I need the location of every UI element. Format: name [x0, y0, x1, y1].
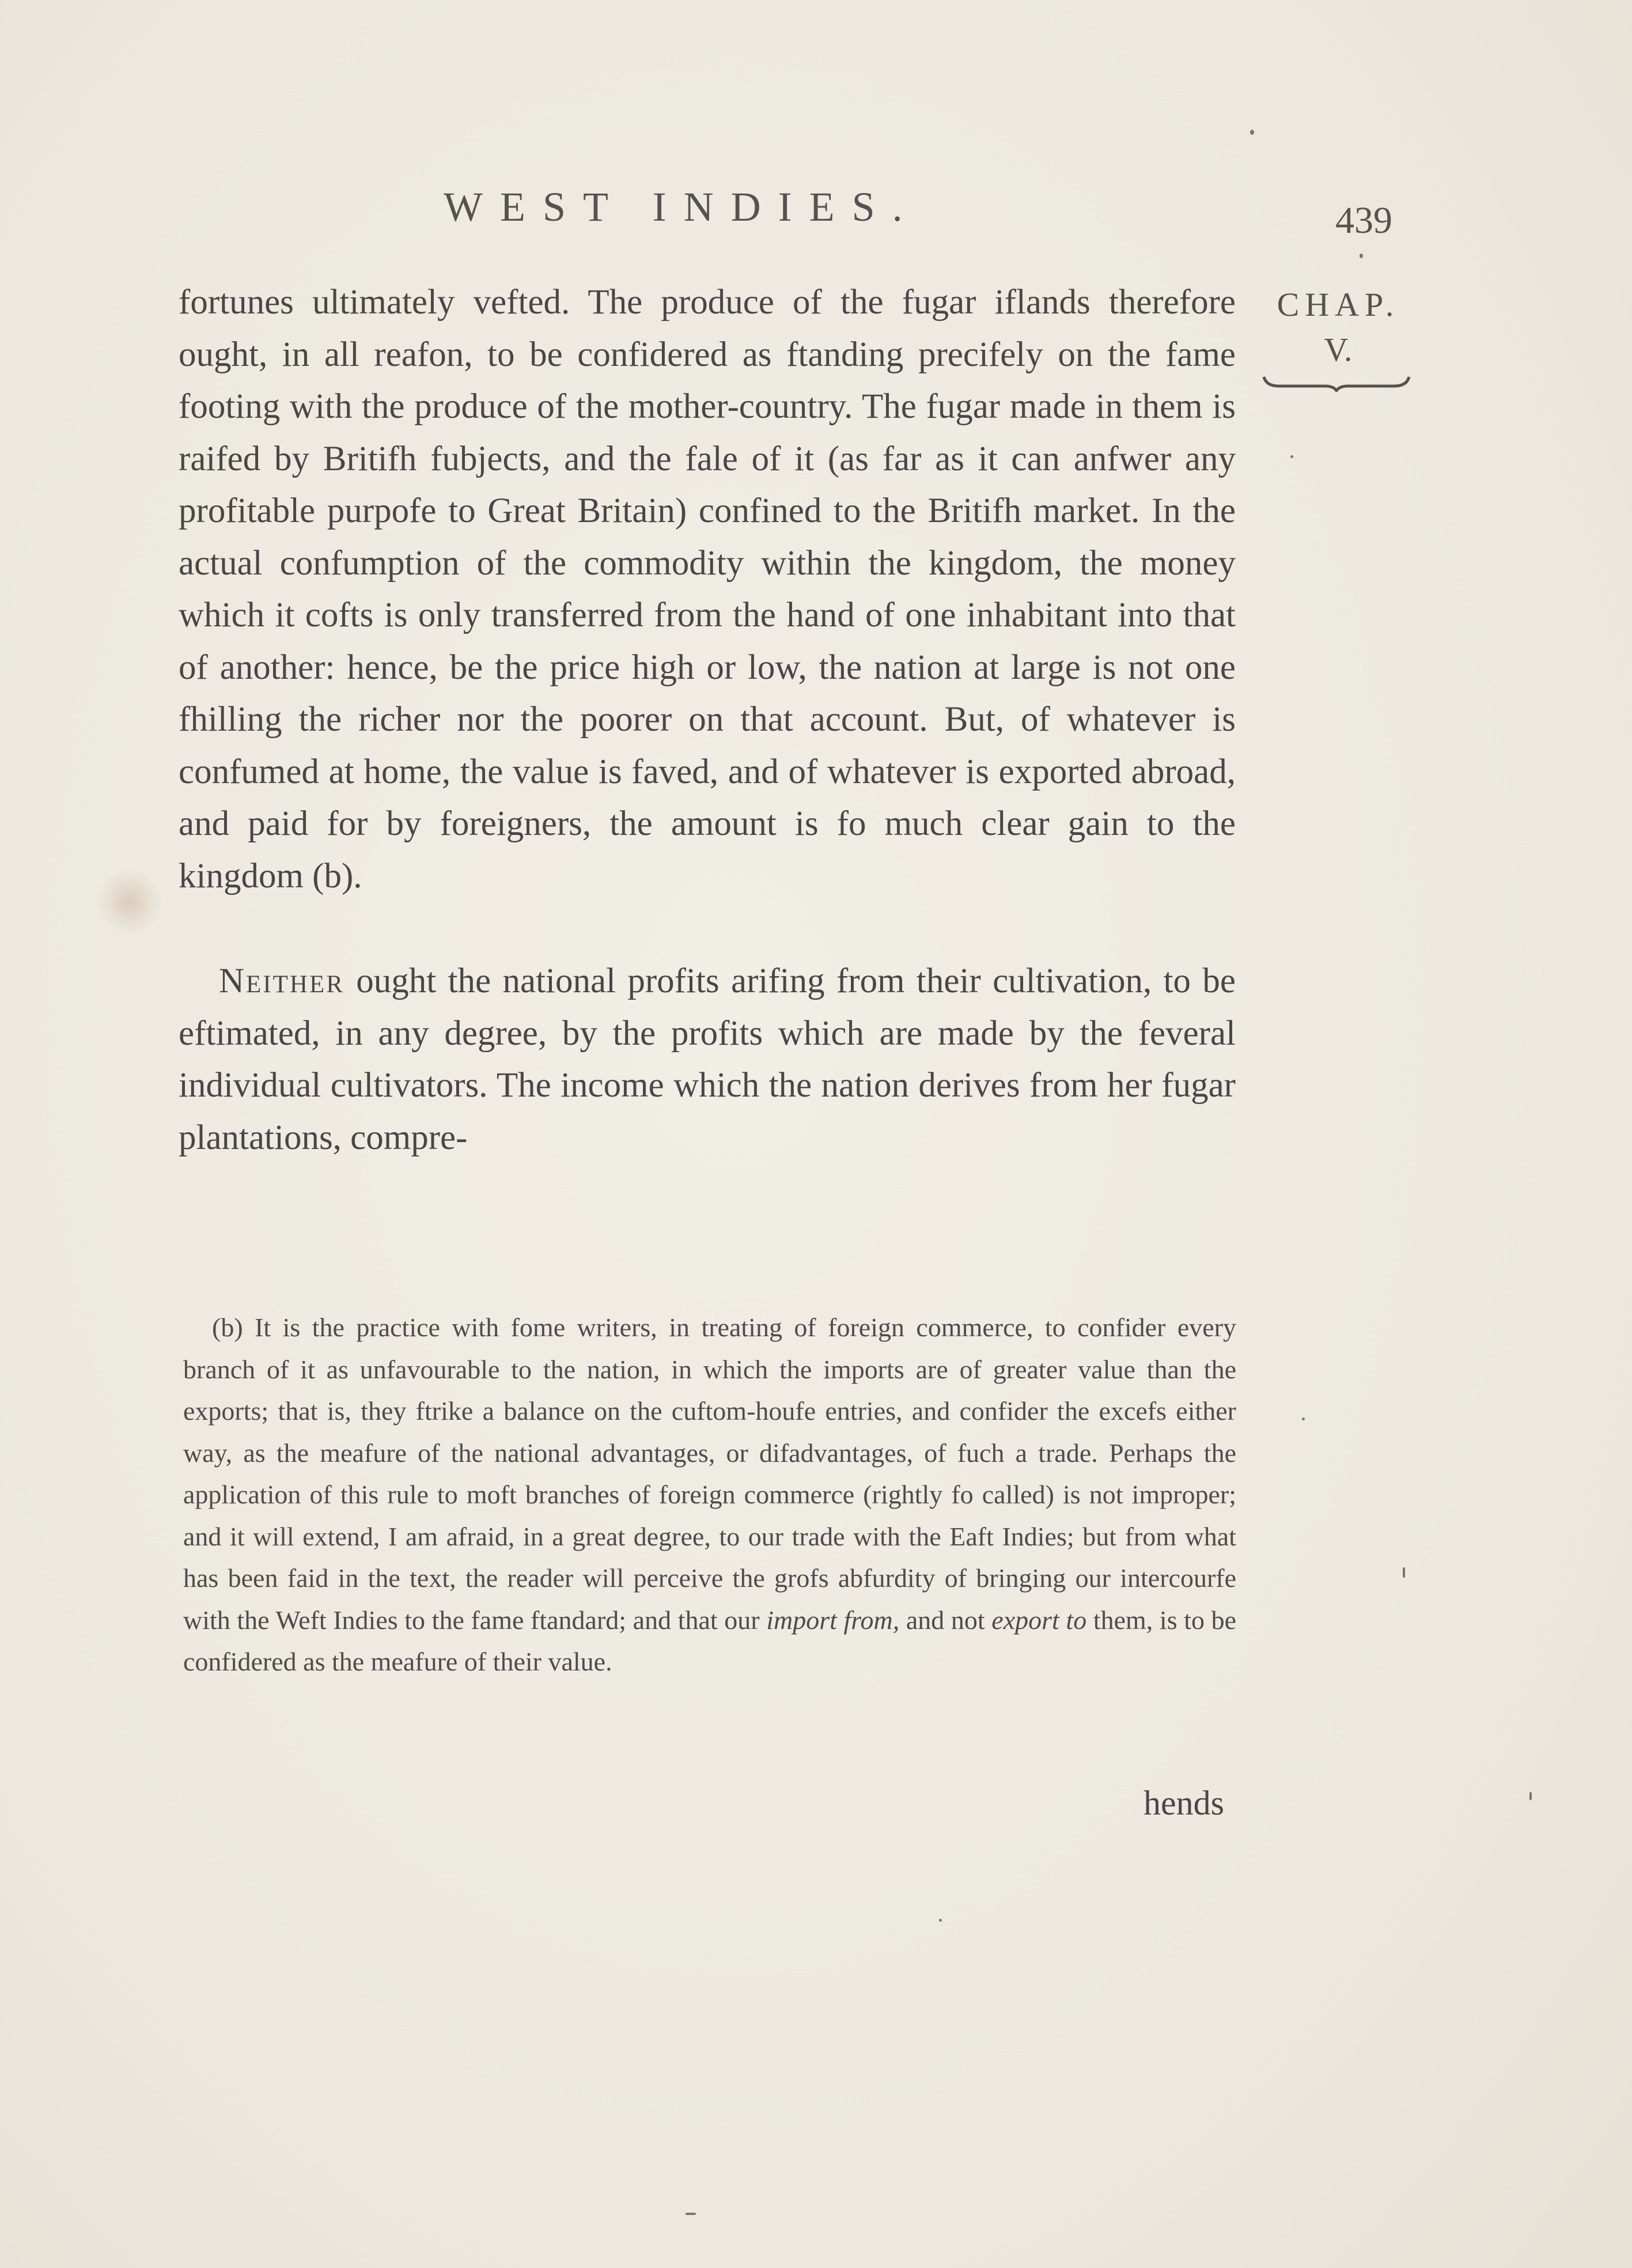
paragraph-2-lead: Neither: [219, 962, 344, 1000]
brace-icon: [1262, 369, 1411, 392]
ink-speck: [1302, 1418, 1305, 1420]
paper-stain: [98, 870, 161, 933]
page-number: 439: [1335, 199, 1392, 241]
ink-speck: [1403, 1567, 1405, 1578]
footnote-text: [183, 1307, 1236, 1683]
ink-speck: [1360, 254, 1363, 258]
chapter-label: CHAP.: [1277, 286, 1400, 323]
chapter-margin-note: [1260, 282, 1416, 372]
footnote-italic-1: import from,: [766, 1605, 900, 1635]
footnote-italic-2: export to: [991, 1605, 1087, 1635]
paragraph-2: [179, 955, 1236, 1164]
ink-speck: [686, 2213, 696, 2215]
ink-speck: [939, 1919, 942, 1922]
footnote-part-1: (b) It is the practice with fome writers, in treating of foreign commerce, to confider every branch of it as unfavourable to the nation, in which the imports are of greater value than the exports; that is, they ftrike a balance on the cuftom-houfe entries, and confider the excefs either way, as the meafure of the national advantages, or difadvantages, of fuch a trade. Perhaps the application of this rule to moft branches of foreign commerce (rightly fo called) is not improper; and it will extend, I am afraid, in a great degree, to our trade with the Eaft Indies; but from what has been faid in the text, the reader will perceive the grofs abfurdity of bringing our intercourfe with the Weft Indies to the fame ftandard; and that our: [183, 1313, 1236, 1635]
ink-speck: [1290, 455, 1293, 458]
chapter-number: V.: [1324, 331, 1353, 368]
footnote: [183, 1307, 1236, 1683]
footnote-part-2: and not: [899, 1605, 992, 1635]
ink-speck: [1529, 1792, 1532, 1800]
main-text: [179, 277, 1236, 1164]
ink-speck: [1250, 130, 1254, 135]
running-head: WEST INDIES.: [444, 184, 920, 230]
catchword: hends: [1143, 1784, 1224, 1822]
paragraph-1: fortunes ultimately vefted. The produce of the fugar iflands therefore ought, in all reafon, to be confidered as ftanding precifely on the fame footing with the produce of the mother-country. The fugar made in them is raifed by Britifh fubjects, and the fale of it (as far as it can anfwer any profitable purpofe to Great Britain) confined to the Britifh market. In the actual confumption of the commodity within the kingdom, the money which it cofts is only transferred from the hand of one inhabitant into that of another: hence, be the price high or low, the nation at large is not one fhilling the richer nor the poorer on that account. But, of whatever is confumed at home, the value is faved, and of whatever is exported abroad, and paid for by foreigners, the amount is fo much clear gain to the kingdom (b).: [179, 283, 1236, 895]
paragraph-2-text: ought the national profits arifing from their cultivation, to be eftimated, in any degree, by the profits which are made by the feveral individual cultivators. The income which the nation derives from her fugar plantations, compre-: [179, 962, 1236, 1157]
footnote-part-3: them, is to be confidered as the meafure of their value.: [183, 1605, 1237, 1676]
